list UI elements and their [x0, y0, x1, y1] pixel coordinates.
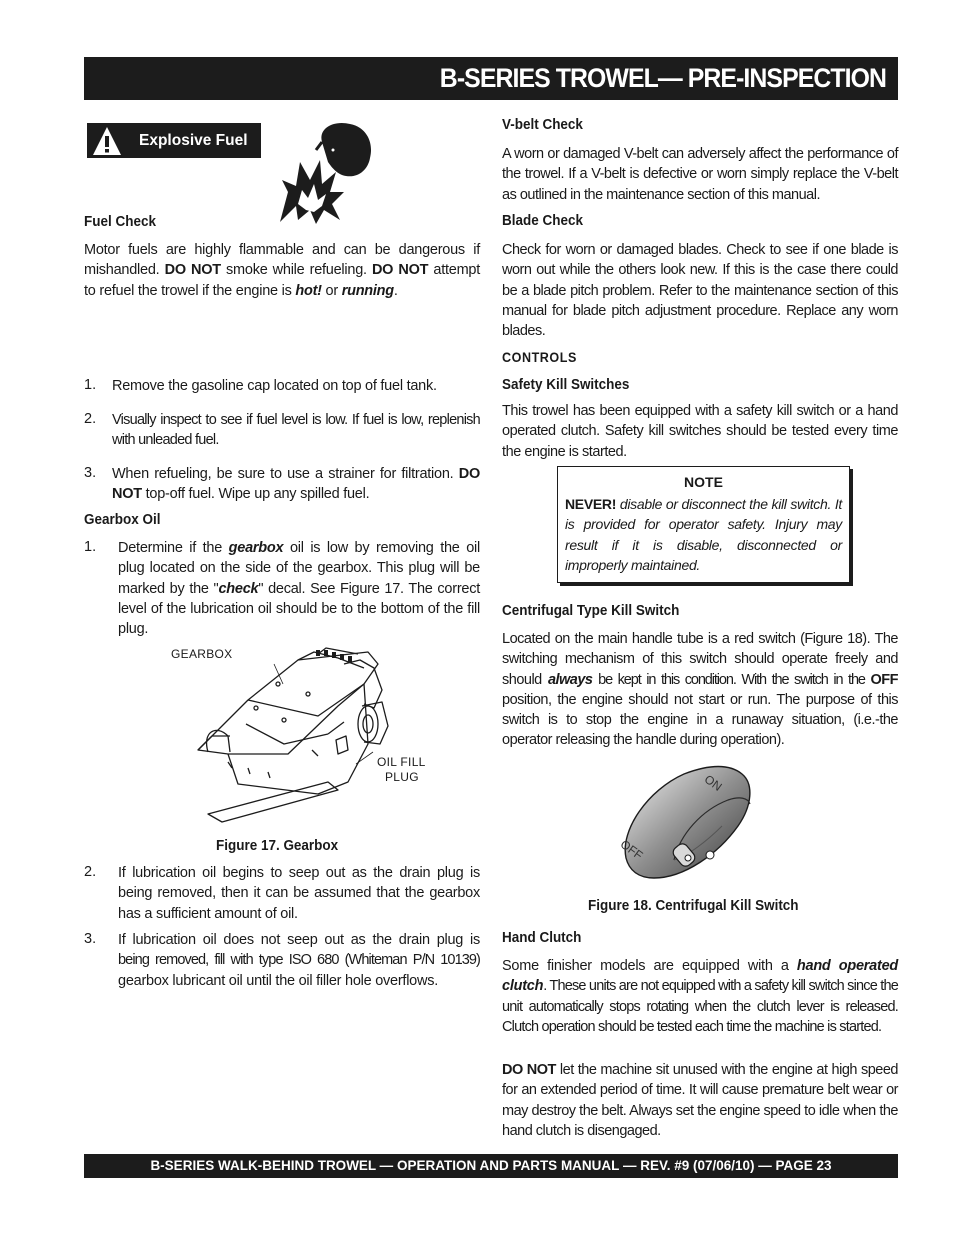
do-not-idle-paragraph: DO NOT let the machine sit unused with the engine at high speed for an extended period of time. It will cause premature belt wear or may destroy the belt. Always set the engine speed to idle when the hand clutch is disengaged. [502, 1062, 898, 1139]
fuel-step-1-text: Remove the gasoline cap located on top of fuel tank. [112, 378, 437, 394]
kill-switch-figure [618, 760, 758, 882]
fuel-step-2-number: 2. [84, 411, 97, 427]
figure-17-label-gearbox: GEARBOX [171, 647, 233, 661]
explosion-icon [278, 120, 378, 226]
page-footer-text: B-SERIES WALK-BEHIND TROWEL — OPERATION AND PARTS MANUAL — REV. #9 (07/06/10) — PAGE 23 [150, 1158, 832, 1173]
safety-kill-switches-heading: Safety Kill Switches [502, 377, 630, 393]
figure-17-label-oil-fill: OIL FILL [377, 755, 426, 769]
gearbox-oil-heading: Gearbox Oil [84, 512, 161, 528]
gearbox-step-1-number: 1. [84, 539, 97, 555]
gearbox-step-1-text: Determine if the gearbox oil is low by removing the oil plug located on the side of the gearbox. This plug will be marked by the "check" decal. See Figure 17. The correct level of the lubrication oil should be to the bottom of the fill plug. [118, 540, 481, 638]
fuel-step-2-text: Visually inspect to see if fuel level is low. If fuel is low, replenish with unleaded fuel. [112, 412, 480, 449]
gearbox-step-2-text: If lubrication oil begins to seep out as the drain plug is being removed, then it can be assumed that the gearbox has a sufficient amount of oil. [118, 865, 480, 922]
centrifugal-kill-switch-heading: Centrifugal Type Kill Switch [502, 603, 680, 619]
explosive-fuel-warning-label [87, 123, 261, 158]
vbelt-check-paragraph: A worn or damaged V-belt can adversely affect the performance of the trowel. If a V-belt is defective or worn simply replace the V-belt as outlined in the maintenance section of this manual. [502, 146, 898, 203]
safety-kill-switches-paragraph: This trowel has been equipped with a safety kill switch or a hand operated clutch. Safety kill switches should be tested every time the engine is started. [502, 403, 898, 460]
page-footer-bar [84, 1154, 898, 1178]
page-title: B-SERIES TROWEL— PRE-INSPECTION [439, 63, 886, 93]
fuel-step-1-number: 1. [84, 377, 97, 393]
hand-clutch-heading: Hand Clutch [502, 930, 582, 946]
controls-heading: CONTROLS [502, 350, 577, 365]
centrifugal-kill-switch-paragraph: Located on the main handle tube is a red switch (Figure 18). The switching mechanism of this switch should operate freely and should always be kept in this condition. With the switch in the OFF position, the engine should not start or run. The purpose of this switch is to stop the engine in a runaway situation, (i.e.-the operator releasing the handle during operation). [502, 631, 898, 749]
figure-17-label-plug: PLUG [385, 770, 419, 784]
blade-check-heading: Blade Check [502, 213, 583, 229]
fuel-check-heading: Fuel Check [84, 214, 156, 230]
gearbox-step-3-number: 3. [84, 931, 97, 947]
gearbox-figure [168, 644, 468, 824]
gearbox-step-2-number: 2. [84, 864, 97, 880]
note-body: NEVER! disable or disconnect the kill switch. It is provided for operator safety. Injury may result if it is disable, disconnected or improperly maintained. [565, 496, 842, 573]
gearbox-step-3-text: If lubrication oil does not seep out as the drain plug is being removed, fill with type ISO 680 (Whiteman P/N 10139) gearbox lubricant oil until the oil filler hole overflows. [118, 932, 480, 989]
figure-17-caption: Figure 17. Gearbox [216, 838, 339, 854]
warning-triangle-icon [92, 126, 122, 156]
vbelt-check-heading: V-belt Check [502, 117, 583, 133]
fuel-step-3-text: When refueling, be sure to use a strainer for filtration. DO NOT top-off fuel. Wipe up any spilled fuel. [112, 466, 480, 503]
fuel-step-3-number: 3. [84, 465, 97, 481]
warning-label-text: Explosive Fuel [139, 132, 248, 149]
kill-switch-on-label: ON [701, 772, 725, 794]
page-title-bar [84, 57, 898, 100]
blade-check-paragraph: Check for worn or damaged blades. Check to see if one blade is worn out while the others look new. If this is the case there could be a blade pitch problem. Refer to the maintenance section of this manual for blade pitch adjustment procedure. Replace any worn blades. [502, 242, 898, 340]
figure-18-caption: Figure 18. Centrifugal Kill Switch [588, 898, 799, 914]
kill-switch-off-label: OFF [617, 837, 646, 863]
fuel-check-paragraph: Motor fuels are highly flammable and can be dangerous if mishandled. DO NOT smoke while refueling. DO NOT attempt to refuel the trowel if the engine is hot! or running. [84, 242, 481, 299]
hand-clutch-paragraph: Some finisher models are equipped with a hand operated clutch. These units are not equipped with a safety kill switch since the unit automatically stops rotating when the clutch lever is released. Clutch operation should be tested each time the machine is started. [502, 958, 898, 1035]
note-box [557, 466, 850, 583]
note-title: NOTE [684, 474, 723, 490]
